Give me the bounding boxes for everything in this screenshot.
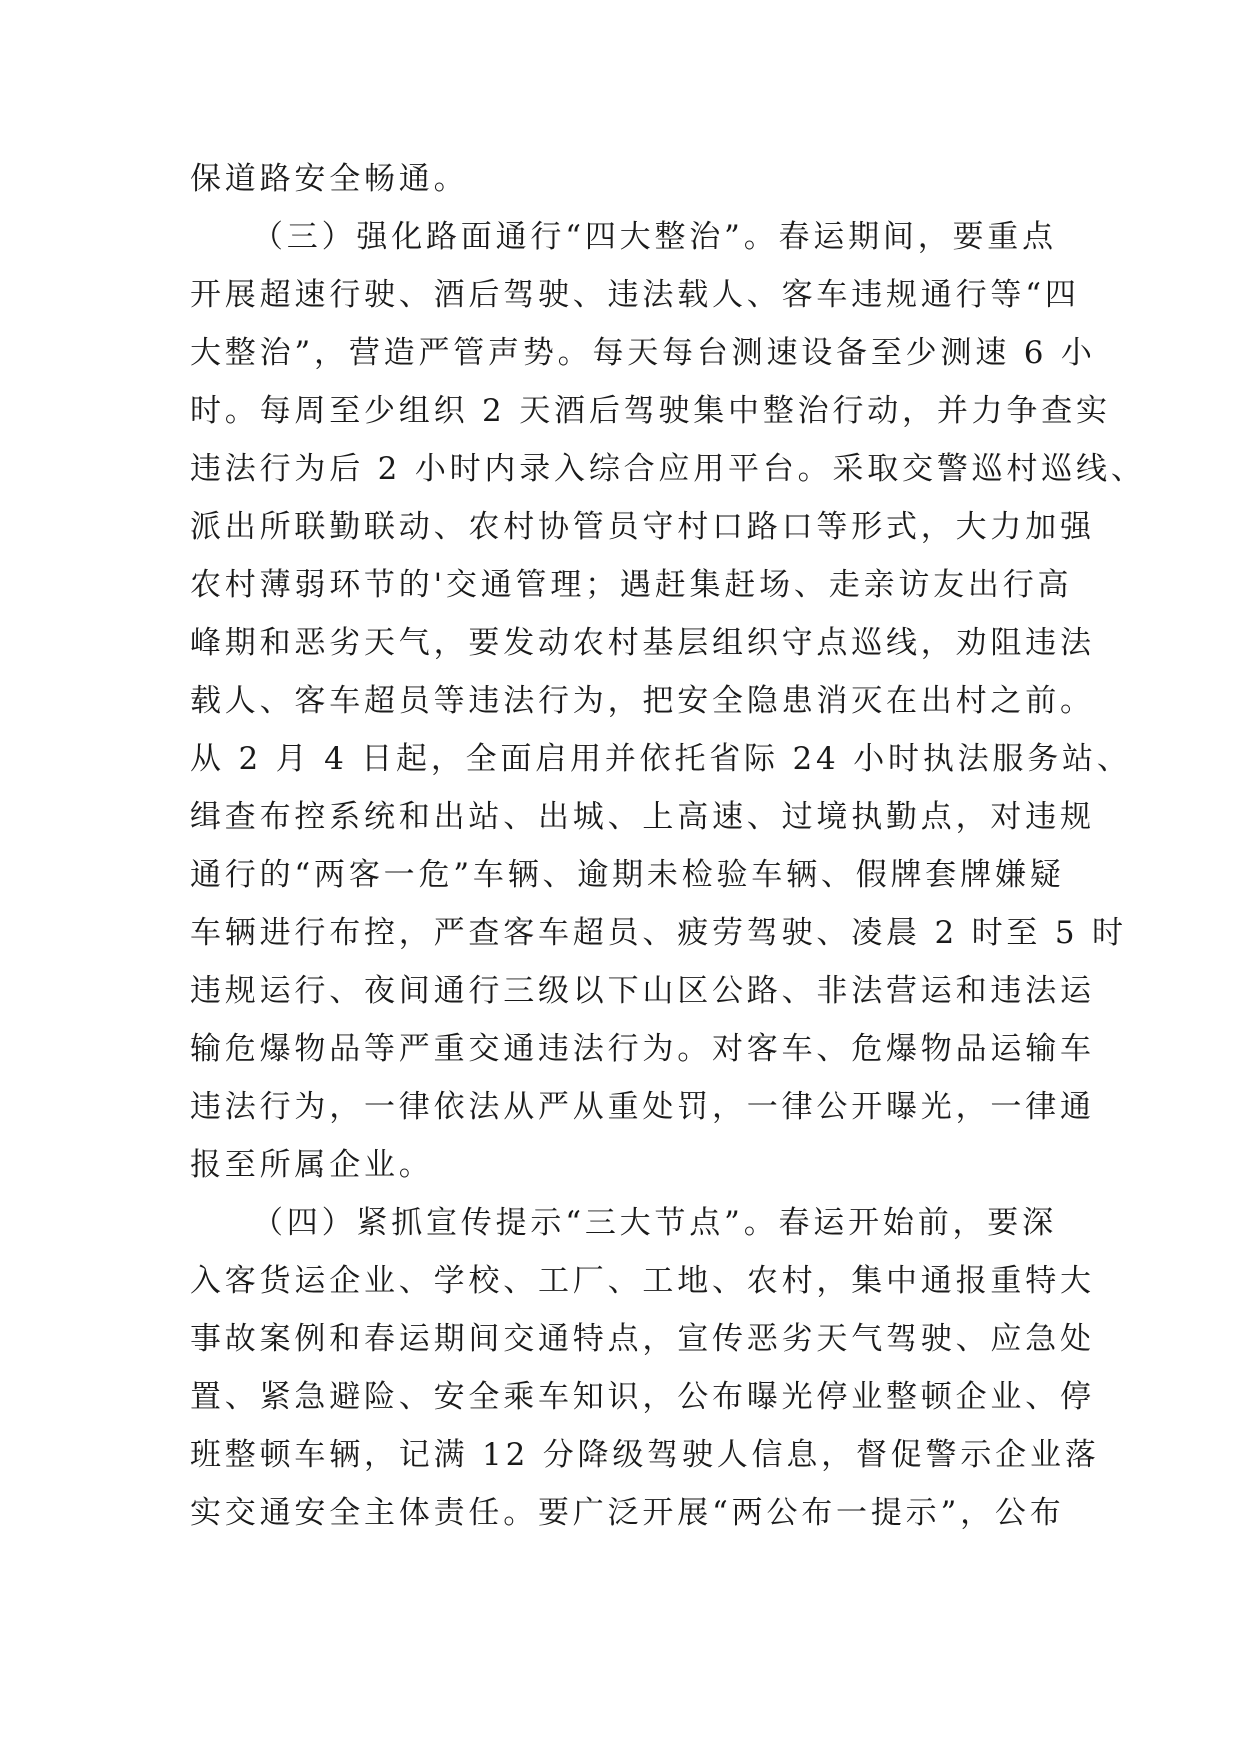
text-line: 大整治”，营造严管声势。每天每台测速设备至少测速 6 小 [190, 335, 1096, 371]
text-line: 输危爆物品等严重交通违法行为。对客车、危爆物品运输车 [190, 1031, 1095, 1067]
text-line: 违法行为后 2 小时内录入综合应用平台。采取交警巡村巡线、 [190, 451, 1146, 487]
text-line: 时。每周至少组织 2 天酒后驾驶集中整治行动，并力争查实 [190, 393, 1111, 429]
text-line: 违规运行、夜间通行三级以下山区公路、非法营运和违法运 [190, 973, 1095, 1009]
text-line: 入客货运企业、学校、工厂、工地、农村，集中通报重特大 [190, 1263, 1095, 1299]
text-line: 保道路安全畅通。 [190, 161, 469, 197]
text-line: 峰期和恶劣天气，要发动农村基层组织守点巡线，劝阻违法 [190, 625, 1095, 661]
text-line: 从 2 月 4 日起，全面启用并依托省际 24 小时执法服务站、 [190, 741, 1132, 777]
text-line: 通行的“两客一危”车辆、逾期未检验车辆、假牌套牌嫌疑 [190, 857, 1065, 893]
text-line: 置、紧急避险、安全乘车知识，公布曝光停业整顿企业、停 [190, 1379, 1095, 1415]
body-text [190, 150, 1146, 1542]
text-line: 农村薄弱环节的'交通管理；遇赶集赶场、走亲访友出行高 [190, 567, 1073, 603]
text-line: 报至所属企业。 [190, 1147, 434, 1183]
text-line: 车辆进行布控，严查客车超员、疲劳驾驶、凌晨 2 时至 5 时 [190, 915, 1127, 951]
text-line: 班整顿车辆，记满 12 分降级驾驶人信息，督促警示企业落 [190, 1437, 1100, 1473]
text-line: 实交通安全主体责任。要广泛开展“两公布一提示”，公布 [190, 1495, 1065, 1531]
text-line: 缉查布控系统和出站、出城、上高速、过境执勤点，对违规 [190, 799, 1095, 835]
paragraph-heading-3: （三）强化路面通行“四大整治”。春运期间，要重点 [252, 219, 1057, 255]
text-line: 事故案例和春运期间交通特点，宣传恶劣天气驾驶、应急处 [190, 1321, 1095, 1357]
text-line: 违法行为，一律依法从严从重处罚，一律公开曝光，一律通 [190, 1089, 1095, 1125]
paragraph-heading-4: （四）紧抓宣传提示“三大节点”。春运开始前，要深 [252, 1205, 1057, 1241]
text-line: 载人、客车超员等违法行为，把安全隐患消灭在出村之前。 [190, 683, 1095, 719]
text-line: 开展超速行驶、酒后驾驶、违法载人、客车违规通行等“四 [190, 277, 1080, 313]
text-line: 派出所联勤联动、农村协管员守村口路口等形式，大力加强 [190, 509, 1095, 545]
